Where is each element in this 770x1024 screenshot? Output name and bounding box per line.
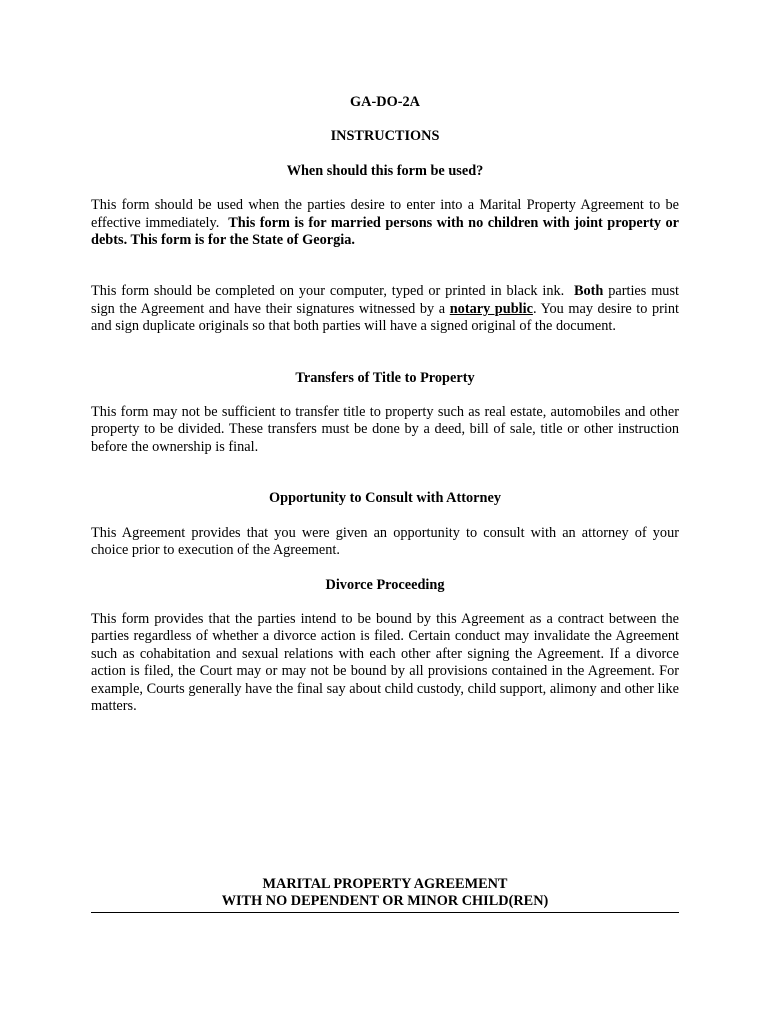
- divorce-heading: Divorce Proceeding: [325, 576, 445, 593]
- instructions-heading: INSTRUCTIONS: [330, 128, 440, 145]
- transfers-heading: Transfers of Title to Property: [295, 369, 475, 386]
- completion-paragraph: [91, 283, 679, 335]
- completion-text-end: . You may desire to print and sign duplicate originals so that both parties will have a signed original of the document.: [91, 300, 679, 335]
- agreement-title-line-1: MARITAL PROPERTY AGREEMENT: [262, 876, 508, 892]
- usage-paragraph: [91, 197, 679, 249]
- notary-public-term: notary public: [449, 300, 533, 317]
- consult-paragraph: This Agreement provides that you were given an opportunity to consult with an attorney of your choice prior to execution of the Agreement.: [91, 524, 679, 559]
- divorce-paragraph: This form provides that the parties intend to be bound by this Agreement as a contract between the parties regardless of whether a divorce action is filed. Certain conduct may invalidate the Agreement such as cohabitation and sexual relations with each other after signing the Agreement. If a divorce action is filed, the Court may or may not be bound by all provisions contained in the Agreement. For example, Courts generally have the final say about child custody, child support, alimony and other like matters.: [91, 610, 679, 714]
- when-heading: When should this form be used?: [286, 162, 484, 179]
- transfers-paragraph: This form may not be sufficient to transfer title to property such as real estate, automobiles and other property to be divided. These transfers must be done by a deed, bill of sale, title or other instruction before the ownership is final.: [91, 404, 679, 455]
- document-page: [91, 94, 679, 715]
- usage-bold-text: This form is for married persons with no children with joint property or debts. This form is for the State of Georgia.: [91, 214, 679, 249]
- completion-bold-word: Both: [573, 283, 604, 300]
- completion-text-mid: parties must sign the Agreement and have their signatures witnessed by a: [91, 283, 679, 317]
- form-code: GA-DO-2A: [350, 94, 420, 110]
- consult-heading: Opportunity to Consult with Attorney: [269, 490, 501, 507]
- usage-text: This form should be used when the parties desire to enter into a Marital Property Agreement to be effective immediately.: [91, 197, 679, 231]
- agreement-title: [91, 876, 679, 913]
- agreement-title-line-2: WITH NO DEPENDENT OR MINOR CHILD(REN): [221, 893, 549, 910]
- completion-text-start: This form should be completed on your computer, typed or printed in black ink.: [91, 283, 565, 300]
